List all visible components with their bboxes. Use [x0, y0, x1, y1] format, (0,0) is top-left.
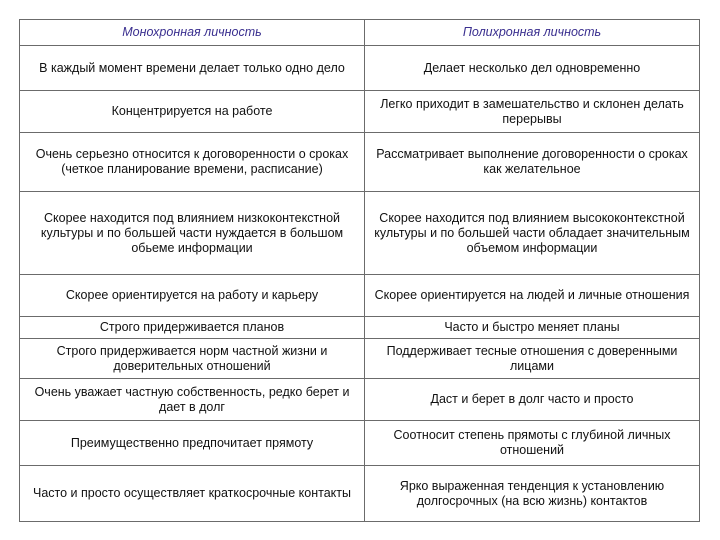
- table-row: [20, 317, 700, 339]
- table-row: [20, 133, 700, 192]
- cell-polychronic: Рассматривает выполнение договоренности о сроках как желательное: [365, 133, 700, 192]
- cell-polychronic: Скорее находится под влиянием высококонтекстной культуры и по большей части обладает значительным объемом информации: [365, 192, 700, 275]
- table-row: [20, 339, 700, 379]
- table-row: [20, 466, 700, 522]
- cell-polychronic: Даст и берет в долг часто и просто: [365, 379, 700, 421]
- header-monochronic: Монохронная личность: [20, 20, 365, 46]
- header-row: [20, 20, 700, 46]
- cell-monochronic: В каждый момент времени делает только одно дело: [20, 46, 365, 91]
- table-row: [20, 192, 700, 275]
- table-row: [20, 421, 700, 466]
- cell-monochronic: Строго придерживается норм частной жизни и доверительных отношений: [20, 339, 365, 379]
- cell-monochronic: Скорее находится под влиянием низкоконтекстной культуры и по большей части нуждается в большом обьеме информации: [20, 192, 365, 275]
- cell-monochronic: Строго придерживается планов: [20, 317, 365, 339]
- table-row: [20, 379, 700, 421]
- cell-monochronic: Часто и просто осуществляет краткосрочные контакты: [20, 466, 365, 522]
- table-row: [20, 91, 700, 133]
- cell-polychronic: Скорее ориентируется на людей и личные отношения: [365, 275, 700, 317]
- cell-polychronic: Легко приходит в замешательство и склонен делать перерывы: [365, 91, 700, 133]
- cell-monochronic: Скорее ориентируется на работу и карьеру: [20, 275, 365, 317]
- table-row: [20, 275, 700, 317]
- cell-polychronic: Ярко выраженная тенденция к установлению долгосрочных (на всю жизнь) контактов: [365, 466, 700, 522]
- table-row: [20, 46, 700, 91]
- cell-monochronic: Концентрируется на работе: [20, 91, 365, 133]
- cell-polychronic: Поддерживает тесные отношения с доверенными лицами: [365, 339, 700, 379]
- cell-monochronic: Преимущественно предпочитает прямоту: [20, 421, 365, 466]
- header-polychronic: Полихронная личность: [365, 20, 700, 46]
- cell-polychronic: Часто и быстро меняет планы: [365, 317, 700, 339]
- cell-polychronic: Делает несколько дел одновременно: [365, 46, 700, 91]
- cell-monochronic: Очень серьезно относится к договоренности о сроках (четкое планирование времени, расписание): [20, 133, 365, 192]
- comparison-table: [19, 19, 700, 522]
- cell-monochronic: Очень уважает частную собственность, редко берет и дает в долг: [20, 379, 365, 421]
- cell-polychronic: Соотносит степень прямоты с глубиной личных отношений: [365, 421, 700, 466]
